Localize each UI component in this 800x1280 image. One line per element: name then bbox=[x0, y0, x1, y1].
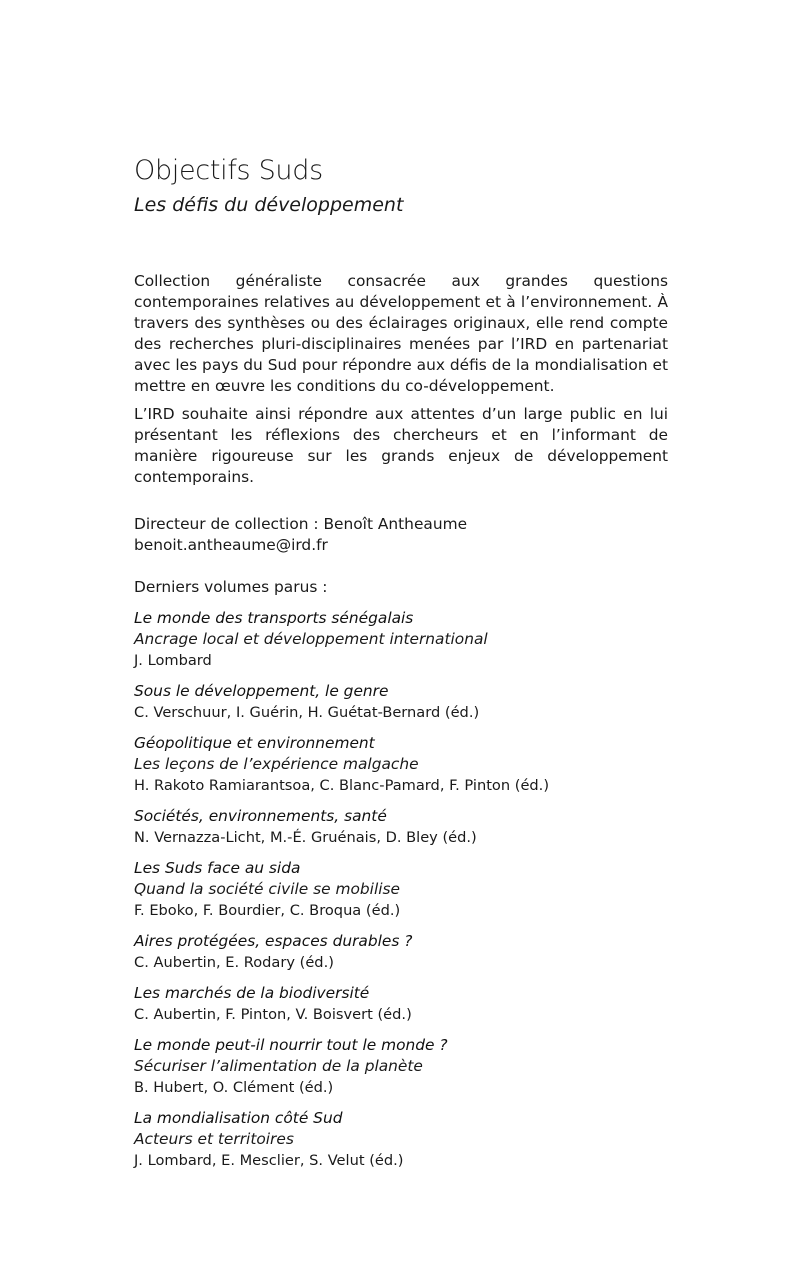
volume-authors: N. Vernazza-Licht, M.-É. Gruénais, D. Bley (éd.) bbox=[134, 829, 477, 846]
volume-entry bbox=[134, 806, 668, 848]
volume-title: Sous le développement, le genre bbox=[134, 682, 389, 700]
volume-title: Aires protégées, espaces durables ? bbox=[134, 932, 413, 950]
volume-subtitle: Ancrage local et développement international bbox=[134, 630, 488, 648]
volume-subtitle: Les leçons de l’expérience malgache bbox=[134, 755, 419, 773]
volume-title: Le monde des transports sénégalais bbox=[134, 609, 414, 627]
collection-description bbox=[134, 271, 668, 488]
volume-title: Le monde peut-il nourrir tout le monde ? bbox=[134, 1036, 448, 1054]
volume-subtitle: Acteurs et territoires bbox=[134, 1130, 294, 1148]
volume-authors: C. Aubertin, F. Pinton, V. Boisvert (éd.) bbox=[134, 1006, 412, 1023]
description-paragraph: L’IRD souhaite ainsi répondre aux attentes d’un large public en lui présentant les réflexions des chercheurs et en l’informant de manière rigoureuse sur les grands enjeux de développement contemporains. bbox=[134, 405, 668, 486]
volume-entry bbox=[134, 931, 668, 973]
volume-authors: C. Aubertin, E. Rodary (éd.) bbox=[134, 954, 334, 971]
volume-entry bbox=[134, 733, 668, 796]
volume-title: La mondialisation côté Sud bbox=[134, 1109, 343, 1127]
volume-entry bbox=[134, 983, 668, 1025]
volume-title: Sociétés, environnements, santé bbox=[134, 807, 387, 825]
volume-entry bbox=[134, 608, 668, 671]
volume-authors: C. Verschuur, I. Guérin, H. Guétat-Bernard (éd.) bbox=[134, 704, 480, 721]
volume-subtitle: Sécuriser l’alimentation de la planète bbox=[134, 1057, 423, 1075]
volume-list bbox=[134, 608, 668, 1171]
director-block bbox=[134, 514, 668, 556]
volume-title: Les Suds face au sida bbox=[134, 859, 301, 877]
volume-title: Géopolitique et environnement bbox=[134, 734, 375, 752]
volume-entry bbox=[134, 1108, 668, 1171]
volume-authors: H. Rakoto Ramiarantsoa, C. Blanc-Pamard, F. Pinton (éd.) bbox=[134, 777, 550, 794]
director-name: Directeur de collection : Benoît Antheaume bbox=[134, 515, 468, 533]
volume-entry bbox=[134, 1035, 668, 1098]
volume-authors: J. Lombard bbox=[134, 652, 212, 669]
volume-entry bbox=[134, 681, 668, 723]
recent-volumes-heading: Derniers volumes parus : bbox=[134, 578, 328, 596]
volume-authors: B. Hubert, O. Clément (éd.) bbox=[134, 1079, 334, 1096]
volume-title: Les marchés de la biodiversité bbox=[134, 984, 370, 1002]
series-subtitle: Les défis du développement bbox=[134, 194, 404, 216]
volume-authors: J. Lombard, E. Mesclier, S. Velut (éd.) bbox=[134, 1152, 404, 1169]
series-title: Objectifs Suds bbox=[134, 155, 323, 186]
description-paragraph: Collection généraliste consacrée aux grandes questions contemporaines relatives au développement et à l’environnement. À travers des synthèses ou des éclairages originaux, elle rend compte des recherches pluri-disciplinaires menées par l’IRD en partenariat avec les pays du Sud pour répondre aux défis de la mondialisation et mettre en œuvre les conditions du co-développement. bbox=[134, 272, 668, 395]
volume-entry bbox=[134, 858, 668, 921]
director-email[interactable]: benoit.antheaume@ird.fr bbox=[134, 536, 328, 554]
volume-authors: F. Eboko, F. Bourdier, C. Broqua (éd.) bbox=[134, 902, 401, 919]
volume-subtitle: Quand la société civile se mobilise bbox=[134, 880, 400, 898]
series-page bbox=[134, 152, 668, 1181]
